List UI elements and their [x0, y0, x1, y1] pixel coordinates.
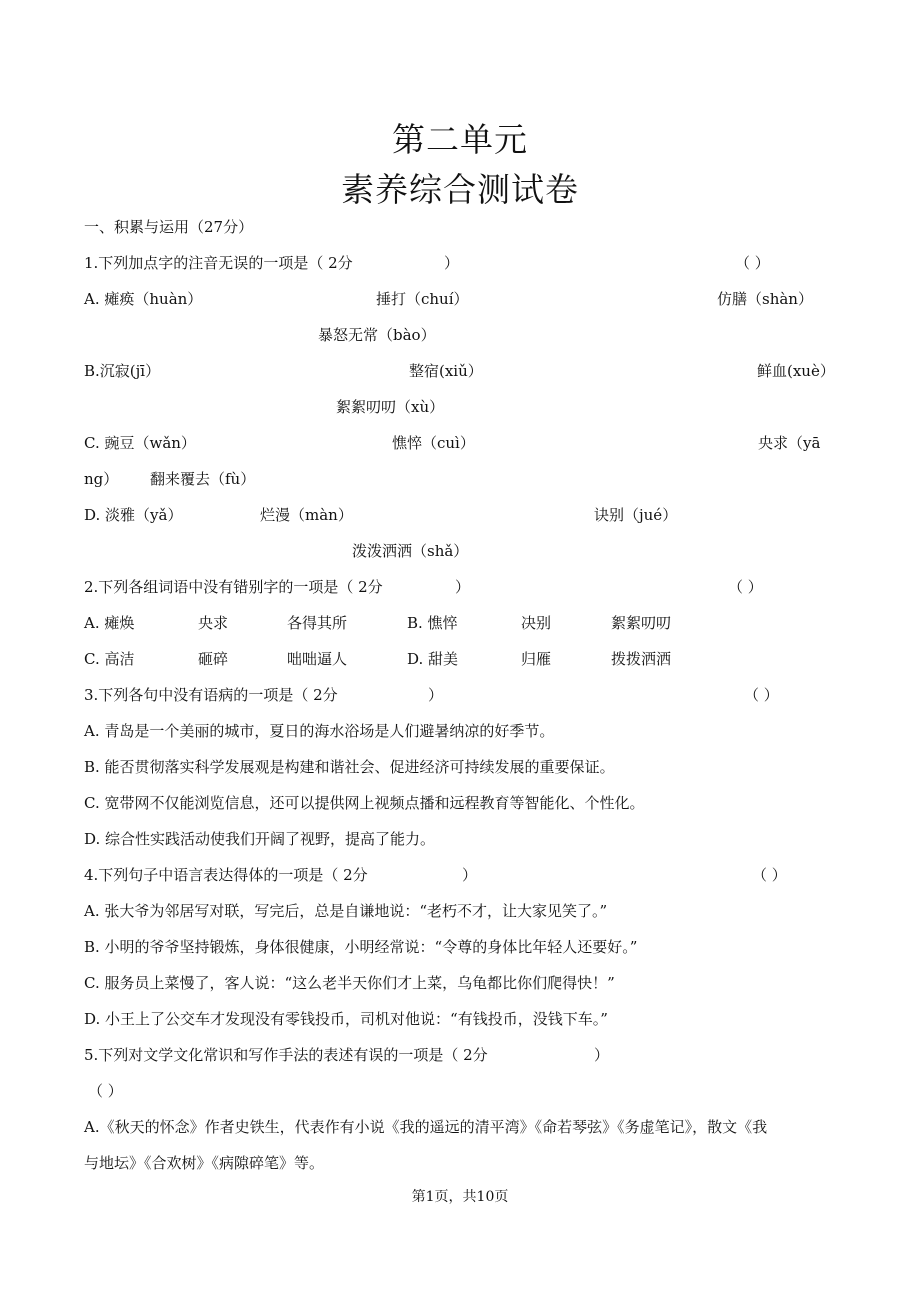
q2-option-b: B. 憔悴	[407, 614, 458, 632]
q1-option-b-3: 鲜血(xuè）	[757, 362, 835, 380]
q5-option-a-line1: A.《秋天的怀念》作者史铁生，代表作有小说《我的遥远的清平湾》《命若琴弦》《务虚笔记》，散文《我	[84, 1118, 768, 1136]
q1-option-a-1: A. 瘫痪（huàn）	[84, 290, 203, 308]
q1-option-c-4: 翻来覆去（fù）	[150, 470, 256, 488]
question-4-paren: ）	[462, 866, 478, 884]
question-1-paren: ）	[444, 254, 460, 272]
question-5-stem: 5.下列对文学文化常识和写作手法的表述有误的一项是（ 2分	[84, 1046, 488, 1064]
q1-option-a-3: 仿膳（shàn）	[717, 290, 813, 308]
q2-option-a-3: 各得其所	[287, 614, 348, 632]
question-2-answer-bracket: （ ）	[728, 578, 763, 596]
question-4-stem: 4.下列句子中语言表达得体的一项是（ 2分	[84, 866, 368, 884]
q1-option-c-1: C. 豌豆（wǎn）	[84, 434, 196, 452]
question-2-stem: 2.下列各组词语中没有错别字的一项是（ 2分	[84, 578, 383, 596]
q1-option-b-1: B.沉寂(jī）	[84, 362, 161, 380]
q1-option-d-1: D. 淡雅（yǎ）	[84, 506, 183, 524]
question-5-paren: ）	[594, 1046, 610, 1064]
q4-option-b: B. 小明的爷爷坚持锻炼，身体很健康，小明经常说：“令尊的身体比年轻人还要好。”	[84, 938, 638, 956]
q2-option-c: C. 高洁	[84, 650, 135, 668]
q1-option-d-3: 诀别（jué）	[594, 506, 678, 524]
question-3-paren: ）	[428, 686, 444, 704]
q1-option-c-3-cont: ng）	[84, 470, 119, 488]
q1-option-d-4: 泼泼洒洒（shǎ）	[352, 542, 469, 560]
q4-option-a: A. 张大爷为邻居写对联，写完后，总是自谦地说：“老朽不才，让大家见笑了。”	[84, 902, 608, 920]
q3-option-b: B. 能否贯彻落实科学发展观是构建和谐社会、促进经济可持续发展的重要保证。	[84, 758, 615, 776]
question-4-answer-bracket: （ ）	[752, 866, 787, 884]
q1-option-a-2: 捶打（chuí）	[376, 290, 469, 308]
q1-option-b-4: 絮絮叨叨（xù）	[336, 398, 445, 416]
section-heading: 一、积累与运用（27分）	[84, 218, 254, 236]
q4-option-c: C. 服务员上菜慢了，客人说：“这么老半天你们才上菜，乌龟都比你们爬得快！”	[84, 974, 615, 992]
q1-option-d-2: 烂漫（màn）	[260, 506, 353, 524]
q2-option-b-2: 决别	[521, 614, 552, 632]
question-1-answer-bracket: （ ）	[735, 254, 770, 272]
q2-option-b-3: 絮絮叨叨	[611, 614, 672, 632]
q2-option-d-2: 归雁	[521, 650, 552, 668]
question-2-paren: ）	[455, 578, 471, 596]
q1-option-a-4: 暴怒无常（bào）	[318, 326, 436, 344]
q2-option-d: D. 甜美	[407, 650, 459, 668]
question-5-answer-bracket: （ ）	[88, 1082, 123, 1100]
q3-option-c: C. 宽带网不仅能浏览信息，还可以提供网上视频点播和远程教育等智能化、个性化。	[84, 794, 645, 812]
q2-option-a-2: 央求	[198, 614, 229, 632]
q3-option-d: D. 综合性实践活动使我们开阔了视野，提高了能力。	[84, 830, 436, 848]
page-footer: 第1页，共10页	[411, 1189, 509, 1205]
question-1-stem: 1.下列加点字的注音无误的一项是（ 2分	[84, 254, 353, 272]
q5-option-a-line2: 与地坛》《合欢树》《病隙碎笔》等。	[84, 1154, 325, 1172]
question-3-answer-bracket: （ ）	[744, 686, 779, 704]
q2-option-d-3: 拨拨洒洒	[611, 650, 672, 668]
question-3-stem: 3.下列各句中没有语病的一项是（ 2分	[84, 686, 338, 704]
q1-option-c-3: 央求（yā	[758, 434, 821, 452]
q3-option-a: A. 青岛是一个美丽的城市，夏日的海水浴场是人们避暑纳凉的好季节。	[84, 722, 555, 740]
q2-option-c-2: 砸碎	[198, 650, 229, 668]
q2-option-a: A. 瘫焕	[84, 614, 135, 632]
q2-option-c-3: 咄咄逼人	[287, 650, 348, 668]
q1-option-c-2: 憔悴（cuì）	[392, 434, 475, 452]
q1-option-b-2: 整宿(xiǔ）	[409, 362, 483, 380]
page-title: 第二单元	[392, 120, 528, 159]
page-subtitle: 素养综合测试卷	[341, 170, 579, 209]
q4-option-d: D. 小王上了公交车才发现没有零钱投币，司机对他说：“有钱投币，没钱下车。”	[84, 1010, 608, 1028]
